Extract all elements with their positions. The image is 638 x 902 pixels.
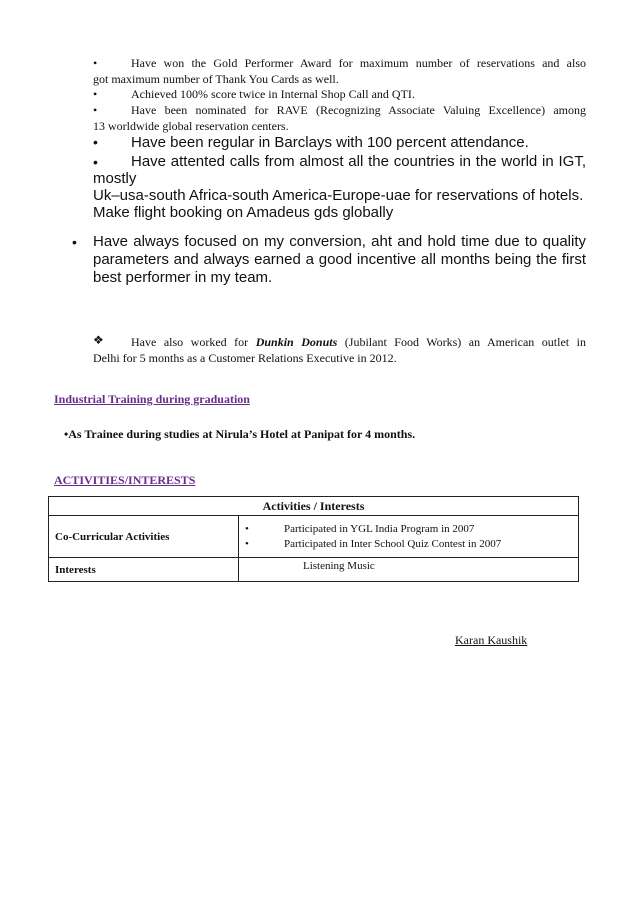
co-curricular-label: Co-Curricular Activities bbox=[49, 516, 239, 558]
list-item bbox=[239, 522, 578, 537]
achievement-line: Have been nominated for RAVE (Recognizing Associate Valuing Excellence) among bbox=[131, 103, 586, 117]
dunkin-line bbox=[131, 334, 586, 351]
table-title: Activities / Interests bbox=[49, 497, 579, 516]
bullet-icon: • bbox=[72, 234, 77, 250]
list-item-text: Participated in Inter School Quiz Contest in 2007 bbox=[284, 537, 502, 550]
co-curricular-items bbox=[239, 516, 579, 558]
bullet-icon: • bbox=[93, 134, 98, 150]
achievement-line: Uk–usa-south Africa-south America-Europe-uae for reservations of hotels. bbox=[93, 187, 584, 204]
dunkin-line: Delhi for 5 months as a Customer Relations Executive in 2012. bbox=[93, 351, 397, 365]
bullet-icon: • bbox=[245, 537, 249, 550]
conversion-line: parameters and always earned a good incentive all months being the first bbox=[93, 251, 586, 268]
interests-label: Interests bbox=[49, 558, 239, 582]
industrial-heading: Industrial Training during graduation bbox=[54, 392, 250, 406]
industrial-item-text: As Trainee during studies at Nirula’s Hotel at Panipat for 4 months. bbox=[68, 427, 416, 441]
achievement-line: 13 worldwide global reservation centers. bbox=[93, 119, 289, 133]
bullet-icon: • bbox=[93, 103, 98, 117]
dunkin-before: Have also worked for bbox=[131, 335, 256, 349]
achievement-line: Have attented calls from almost all the countries in the world in IGT, bbox=[131, 153, 586, 170]
list-item bbox=[239, 537, 578, 552]
signature-name: Karan Kaushik bbox=[455, 633, 528, 647]
activities-heading: ACTIVITIES/INTERESTS bbox=[54, 473, 196, 487]
achievement-line: got maximum number of Thank You Cards as well. bbox=[93, 72, 339, 86]
conversion-line: best performer in my team. bbox=[93, 269, 273, 286]
industrial-item bbox=[64, 427, 415, 442]
bullet-icon: • bbox=[245, 522, 249, 535]
achievement-line: mostly bbox=[93, 170, 137, 187]
conversion-line: Have always focused on my conversion, aht and hold time due to quality bbox=[93, 233, 586, 250]
bullet-icon: • bbox=[93, 56, 98, 70]
diamond-bullet-icon: ❖ bbox=[93, 333, 104, 347]
achievement-line: Have been regular in Barclays with 100 percent attendance. bbox=[131, 134, 529, 151]
achievement-line: Have won the Gold Performer Award for maximum number of reservations and also bbox=[131, 56, 586, 70]
bullet-icon: • bbox=[93, 87, 98, 101]
achievement-line: Achieved 100% score twice in Internal Shop Call and QTI. bbox=[131, 87, 415, 101]
bullet-icon: • bbox=[64, 427, 69, 441]
interests-value: Listening Music bbox=[239, 558, 579, 582]
bullet-icon: • bbox=[93, 154, 98, 170]
achievement-line: Make flight booking on Amadeus gds globally bbox=[93, 204, 394, 221]
activities-table bbox=[48, 496, 579, 582]
list-item-text: Participated in YGL India Program in 2007 bbox=[284, 522, 475, 535]
dunkin-company: Dunkin Donuts bbox=[255, 335, 338, 349]
dunkin-after: (Jubilant Food Works) an American outlet in bbox=[337, 335, 586, 349]
